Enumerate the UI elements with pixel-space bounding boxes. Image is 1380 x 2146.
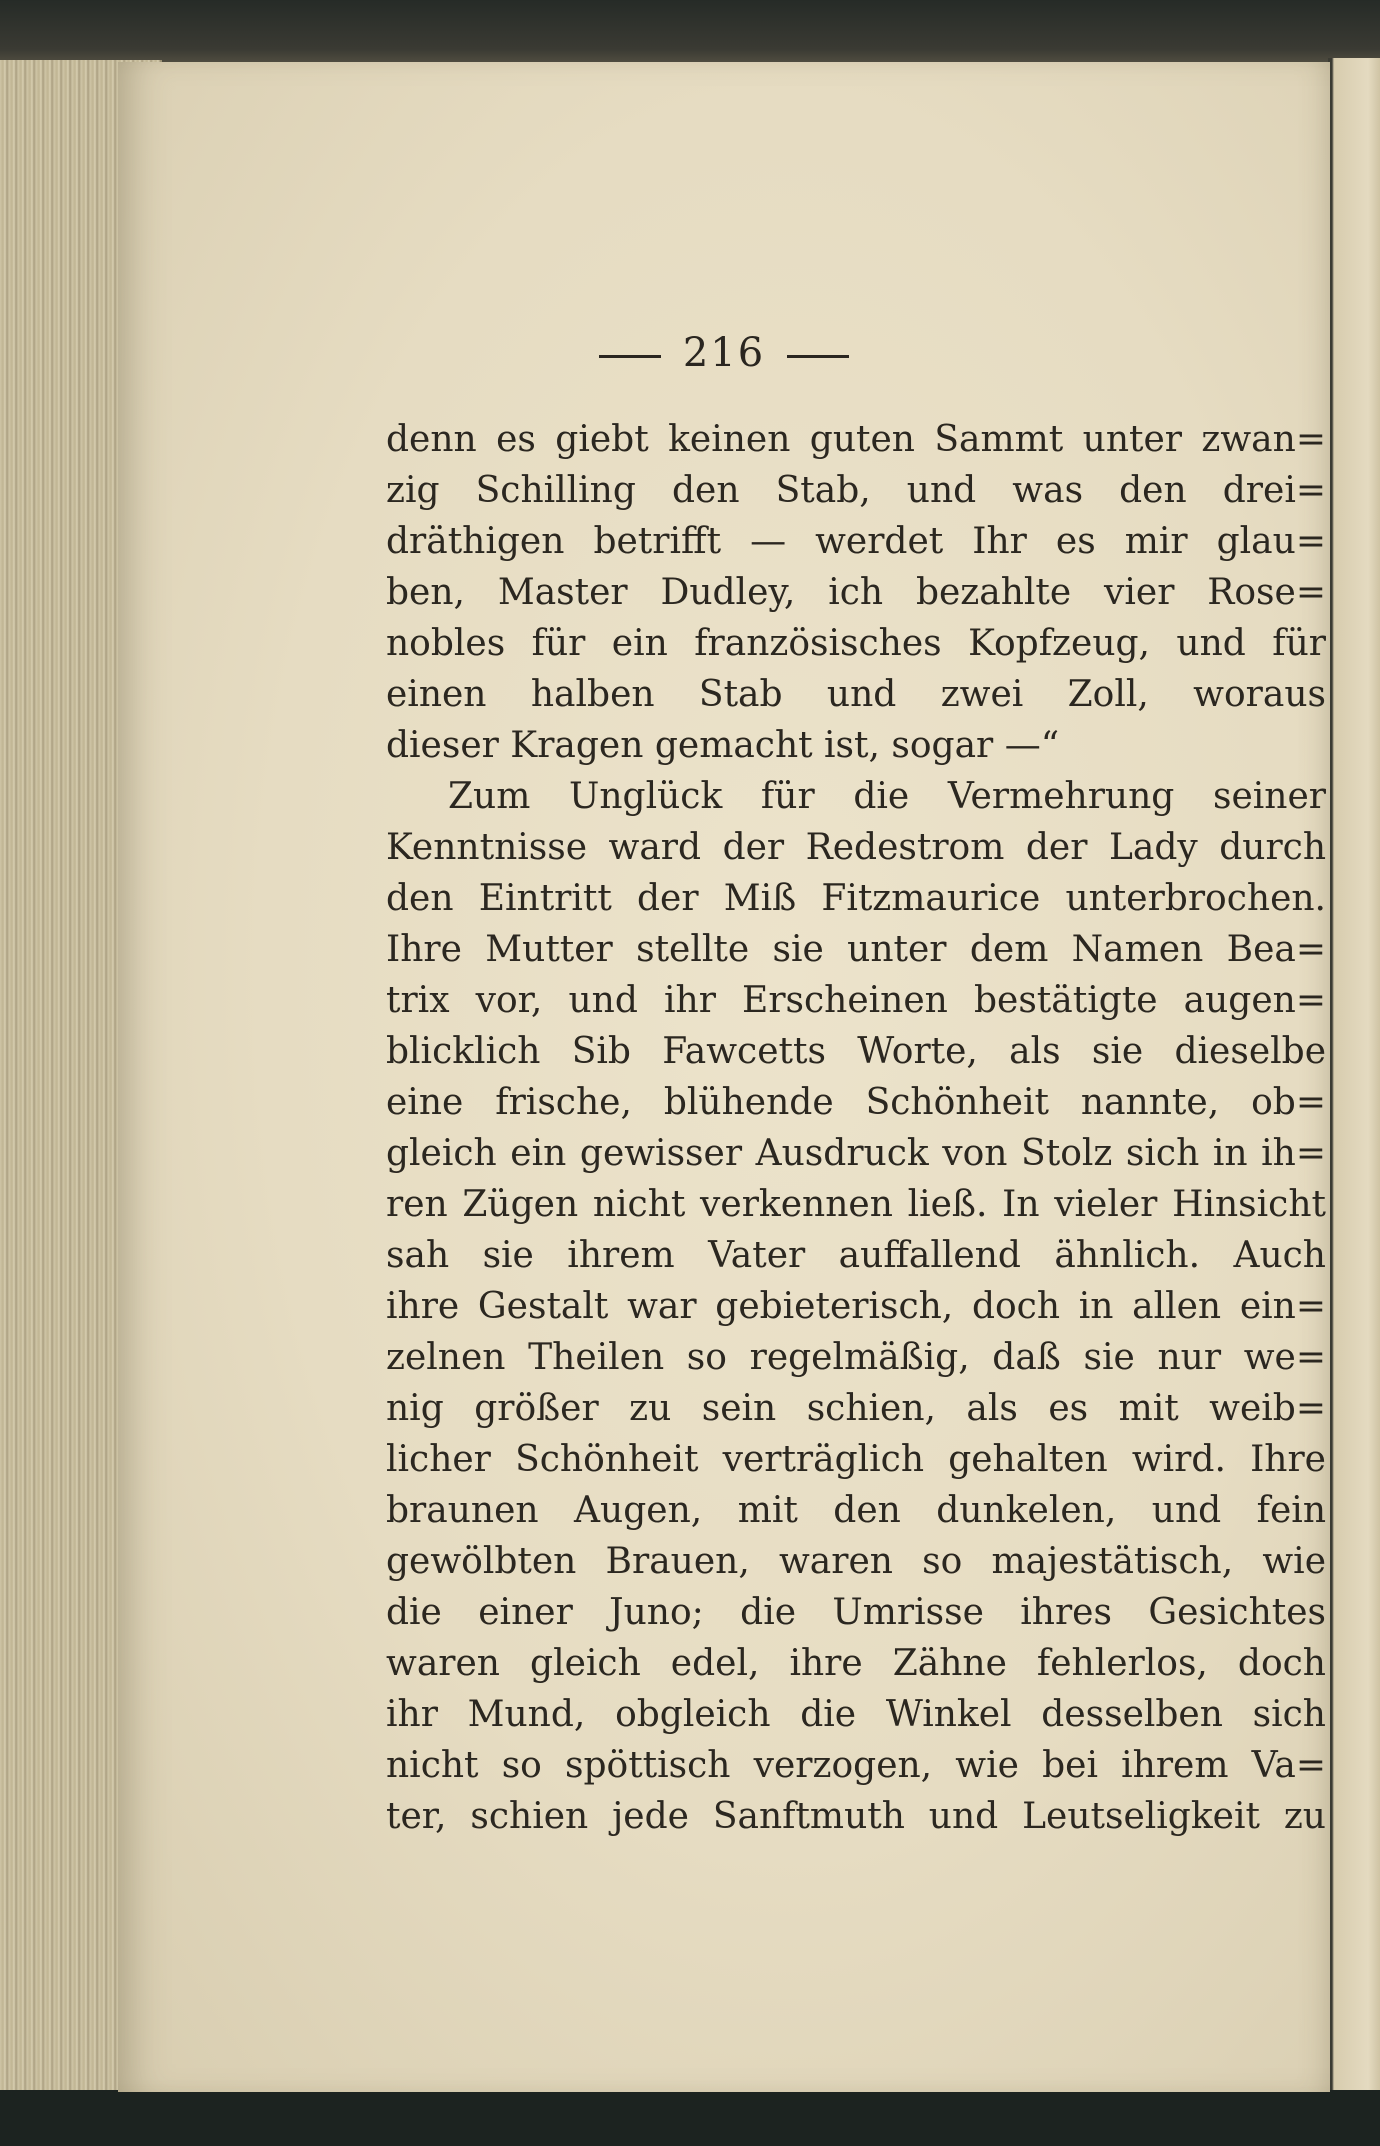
text-line: ren Zügen nicht verkennen ließ. In vieler Hinsicht (386, 1184, 1326, 1225)
text-line: gleich ein gewisser Ausdruck von Stolz sich in ih= (386, 1133, 1326, 1174)
text-line: eine frische, blühende Schönheit nannte, ob= (386, 1082, 1326, 1123)
text-line: gewölbten Brauen, waren so majestätisch, wie (386, 1541, 1326, 1582)
text-line: dieser Kragen gemacht ist, sogar —“ (386, 725, 1060, 766)
body-text (386, 414, 1326, 1842)
text-line: nicht so spöttisch verzogen, wie bei ihrem Va= (386, 1745, 1326, 1786)
text-line: nig größer zu sein schien, als es mit weib= (386, 1388, 1326, 1429)
page-number: 216 (682, 330, 766, 376)
text-line: den Eintritt der Miß Fitzmaurice unterbrochen. (386, 878, 1326, 919)
text-line: sah sie ihrem Vater auffallend ähnlich. Auch (386, 1235, 1326, 1276)
text-line: waren gleich edel, ihre Zähne fehlerlos, doch (386, 1643, 1326, 1684)
text-line: braunen Augen, mit den dunkelen, und fein (386, 1490, 1326, 1531)
next-page-edge (1328, 58, 1380, 2098)
page-header (118, 330, 1330, 376)
text-line: ben, Master Dudley, ich bezahlte vier Rose= (386, 572, 1326, 613)
text-line: einen halben Stab und zwei Zoll, woraus (386, 674, 1326, 715)
text-line: blicklich Sib Fawcetts Worte, als sie dieselbe (386, 1031, 1326, 1072)
text-line: Kenntnisse ward der Redestrom der Lady durch (386, 827, 1326, 868)
text-line: zig Schilling den Stab, und was den drei= (386, 470, 1326, 511)
book-binding-bottom (0, 2090, 1380, 2146)
text-line: licher Schönheit verträglich gehalten wird. Ihre (386, 1439, 1326, 1480)
text-line: ter, schien jede Sanftmuth und Leutseligkeit zu (386, 1796, 1326, 1837)
book-page (118, 62, 1330, 2092)
header-dash-left (599, 355, 661, 358)
text-line: dräthigen betrifft — werdet Ihr es mir glau= (386, 521, 1326, 562)
book-binding-top (0, 0, 1380, 70)
text-line: die einer Juno; die Umrisse ihres Gesichtes (386, 1592, 1326, 1633)
text-line: Ihre Mutter stellte sie unter dem Namen Bea= (386, 929, 1326, 970)
text-line: ihre Gestalt war gebieterisch, doch in allen ein= (386, 1286, 1326, 1327)
text-line: Zum Unglück für die Vermehrung seiner (448, 776, 1326, 817)
text-line: nobles für ein französisches Kopfzeug, und für (386, 623, 1326, 664)
text-line: trix vor, und ihr Erscheinen bestätigte augen= (386, 980, 1326, 1021)
header-dash-right (787, 355, 849, 358)
text-line: denn es giebt keinen guten Sammt unter zwan= (386, 419, 1326, 460)
text-line: ihr Mund, obgleich die Winkel desselben sich (386, 1694, 1326, 1735)
text-line: zelnen Theilen so regelmäßig, daß sie nur we= (386, 1337, 1326, 1378)
